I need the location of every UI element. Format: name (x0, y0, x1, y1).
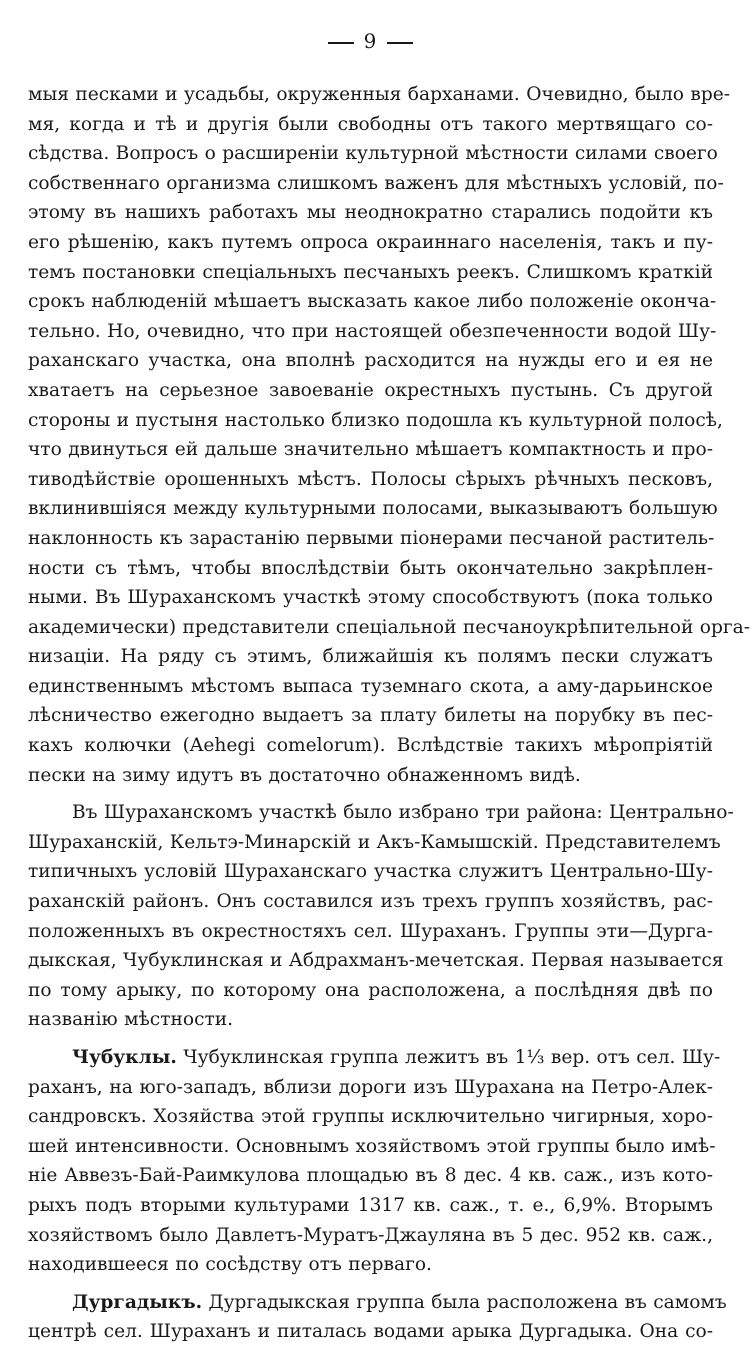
text-line: наклонность къ зарастанію первыми піонерами песчаной раститель- (28, 527, 715, 549)
text-line: его рѣшенію, какъ путемъ опроса окраиннаго населенія, такъ и пу- (28, 231, 713, 253)
text-line: что двинуться ей дальше значительно мѣшаетъ компактность и про- (28, 439, 713, 461)
text-line: вклинившіяся между культурными полосами, выказываютъ большую (28, 498, 718, 520)
text-line (28, 1043, 721, 1073)
text-fragment: Дургадыкская группа была расположена въ самомъ (202, 1291, 727, 1313)
text-line (28, 1288, 727, 1318)
text-line: кахъ колючки (Aehegi comelorum). Вслѣдствіе такихъ мѣропріятій (28, 735, 713, 757)
text-line: названію мѣстности. (28, 1009, 234, 1031)
text-line: сандровскъ. Хозяйства этой группы исключительно чигирныя, хоро- (28, 1106, 713, 1128)
text-line: темъ постановки спеціальныхъ песчаныхъ реекъ. Слишкомъ краткій (28, 261, 713, 283)
text-line: рыхъ подъ вторыми культурами 1317 кв. саж., т. е., 6,9%. Вторымъ (28, 1194, 713, 1216)
text-line: ніе Аввезъ-Бай-Раимкулова площадью въ 8 дес. 4 кв. саж., изъ кото- (28, 1165, 713, 1187)
text-line: положенныхъ въ окрестностяхъ сел. Шураханъ. Группы эти—Дургa- (28, 920, 713, 942)
section-heading-chubukly: Чубуклы. (72, 1047, 177, 1068)
text-line: единственнымъ мѣстомъ выпаса туземнаго скота, а аму-дарьинское (28, 675, 713, 697)
text-line: мыя песками и усадьбы, окруженныя барханами. Очевидно, было вре- (28, 84, 731, 105)
text-line: срокъ наблюденій мѣшаетъ высказать какое либо положеніе оконча- (28, 291, 717, 313)
dash-right (387, 42, 413, 44)
paragraph-gap (28, 1280, 713, 1288)
paragraph-gap (28, 1035, 713, 1043)
text-line: дыкская, Чубуклинская и Абдрахманъ-мечетская. Первая называется (28, 950, 724, 972)
text-line: этому въ нашихъ работахъ мы неоднократно старались подойти къ (28, 202, 713, 224)
text-line: тельно. Но, очевидно, что при настоящей обезпеченности водой Шу- (28, 320, 717, 342)
text-fragment: Чубуклинская группа лежитъ въ 1⅓ вер. отъ сел. Шу- (176, 1047, 721, 1068)
page-number-header (28, 28, 713, 54)
text-line: центрѣ сел. Шураханъ и питалась водами арыка Дургадыка. Она со- (28, 1321, 713, 1343)
paragraph-2 (28, 798, 734, 1035)
paragraph-gap (28, 790, 713, 798)
dash-left (328, 42, 354, 44)
text-line: стороны и пустыня настолько близко подошла къ культурной полосѣ, (28, 409, 723, 431)
text-line: раханскій районъ. Онъ составился изъ трехъ группъ хозяйствъ, рас- (28, 891, 713, 913)
paragraph-3 (28, 1043, 721, 1280)
text-line: по тому арыку, по которому она расположена, а послѣдняя двѣ по (28, 979, 713, 1001)
text-line: пески на зиму идутъ въ достаточно обнаженномъ видѣ. (28, 764, 581, 786)
text-line: Въ Шураханскомъ участкѣ было избрано три района: Центрально- (72, 802, 734, 824)
text-line: хозяйствомъ было Давлетъ-Муратъ-Джауляна въ 5 дес. 952 кв. саж., (28, 1224, 713, 1246)
text-line: ными. Въ Шураханскомъ участкѣ этому способствуютъ (пока только (28, 587, 713, 609)
text-line: хватаетъ на серьезное завоеваніе окрестныхъ пустынь. Съ другой (28, 379, 713, 401)
text-line: академически) представители спеціальной песчаноукрѣпительной орга- (28, 616, 750, 638)
text-line: раханъ, на юго-западъ, вблизи дороги изъ Шурахана на Петро-Алек- (28, 1076, 713, 1098)
text-line: находившееся по сосѣдству отъ перваго. (28, 1254, 432, 1276)
text-line: сѣдства. Вопросъ о расширеніи культурной мѣстности силами своего (28, 143, 718, 165)
paragraph-1 (28, 80, 750, 790)
text-line: раханскаго участка, она вполнѣ расходится на нужды его и ея не (28, 350, 713, 372)
text-line: тиводѣйствіе орошенныхъ мѣстъ. Полосы сѣрыхъ рѣчныхъ песковъ, (28, 468, 713, 490)
text-line: мя, когда и тѣ и другія были свободны отъ такого мертвящаго со- (28, 113, 713, 135)
text-line: ности съ тѣмъ, чтобы впослѣдствіи быть окончательно закрѣплен- (28, 557, 713, 579)
page-number: 9 (363, 29, 378, 53)
text-line: шей интенсивности. Основнымъ хозяйствомъ этой группы было имѣ- (28, 1135, 716, 1157)
text-line: Шураханскій, Кельтэ-Минарскій и Акъ-Камышскій. Представителемъ (28, 831, 721, 853)
paragraph-4 (28, 1288, 727, 1347)
section-heading-durgadyk: Дургадыкъ. (72, 1291, 203, 1313)
text-line: лѣсничество ежегодно выдаетъ за плату билеты на порубку въ пес- (28, 705, 713, 727)
text-line: низаціи. На ряду съ этимъ, ближайшія къ полямъ пески служатъ (28, 646, 713, 668)
text-line: собственнаго организма слишкомъ важенъ для мѣстныхъ условій, по- (28, 172, 724, 194)
text-line: типичныхъ условій Шураханскаго участка служитъ Центрально-Шу- (28, 861, 713, 883)
